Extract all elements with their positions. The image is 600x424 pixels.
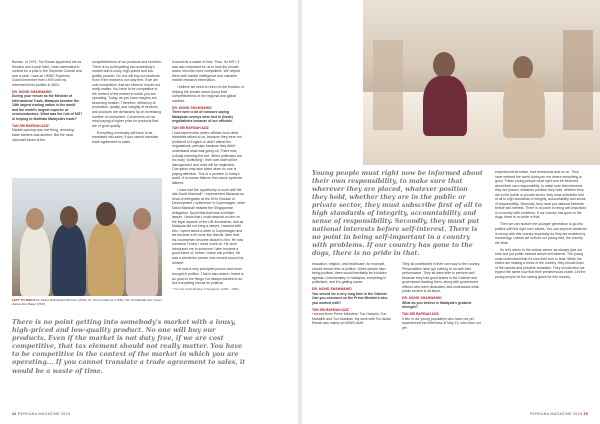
right-col3-paragraph-1: experienced terrorism, bad recessions and so on. They have entered the world during an era where everything is good. These young people must right now be informed about their own responsibility, to make sure that wherever they are placed, whatever position they hold, whether they are in the public or private sector, they must subscribe first of all to high standards of integrity, accountability and sense of responsibility. Secondly, they must put national interests before self-interest. There is no point in being self-important in a country with problems. If our country has gone to the dogs, there is no pride in that.: [495, 170, 586, 220]
caption-lead: LEFT TO RIGHT: [12, 298, 36, 302]
page-number: 34: [12, 412, 17, 416]
question-text: During your tenure as the Minister of International Trade, Malaysia became the 18th largest trading nation in the world and the world's largest exporter of semiconductors. What was the role of MITI in helping to facilitate Malaysia's trade?: [12, 94, 82, 121]
footer-right: [530, 412, 588, 416]
group-photo: [12, 178, 162, 296]
left-column-3: [172, 60, 245, 292]
footer-left: [12, 412, 70, 416]
right-col1-paragraph: education, religion, and healthcare, for example, should remain free of politics. When people start being political, there would inevitably be a hidden agenda. Unfortunately, in Malaysia, everything is politicised, and it is getting worse.: [312, 262, 387, 285]
interviewee-label: TAN SRI RAFIDAH AZIZ: [12, 123, 49, 128]
left-col2-paragraph-2: Everything eventually will have to be translated into sales. If you cannot translate trade agreement to sales,: [92, 130, 159, 144]
left-col1-paragraph: Bureau. In 1974, Tun Razak appointed me as Senator and a year later, I was nominated to contest for a post in the Supreme Council and won a seat. I was an UMNO Supreme Council member from 1975 until my retirement from politics in 2003.: [12, 60, 82, 87]
right-page: [300, 0, 600, 424]
interviewer-label: DR. MOHD SHAHWAHID: [12, 89, 52, 94]
left-column-1: [12, 60, 82, 144]
photo-caption: [12, 298, 162, 306]
footnote: * The first Chief Minister of Singapore (1955 – 1956): [172, 287, 239, 292]
question-text: There were a lot of rumours saying Malaysian envoys were lost in (trade) negotiations because of our officials.: [172, 110, 233, 124]
left-col3-paragraph-2: I believe we need to return to the function of helping the private sector boost their competitiveness in the regional and global markets.: [172, 85, 244, 103]
interviewee-label: TAN SRI RAFIDAH AZIZ: [402, 312, 439, 317]
right-column-1: [312, 262, 394, 328]
footer-magazine-name: PERDANA MAGAZINE 2018: [529, 412, 583, 416]
left-column-2: [92, 60, 162, 147]
spine-gutter: [297, 0, 303, 424]
right-column-2: [402, 262, 484, 333]
interviewer-label: DR. MOHD SHAHWAHID: [172, 105, 212, 110]
interviewee-label: TAN SRI RAFIDAH AZIZ: [172, 126, 209, 131]
left-col3-paragraph-5: He was a very principled person and never brought in politics. That is also where I learnt to do good in the things I've always wanted to do. Not everything should be political.: [172, 267, 244, 286]
right-col3-paragraph-2: Then we can nurture the younger generation to go into politics with the right core values. You can improve whatever is wrong with this country especially as they are enabled by technology. Unless we nurture our young well, the country will slide.: [495, 222, 587, 245]
left-col3-paragraph-4: I once had the opportunity to work with the late David Marshall*. I represented Malaysia as head of delegation at the UN's Decade of Development Conference in Copenhagen, while David Marshall headed the Singaporean delegation. David Marshall was a brilliant lawyer. I knew that I could depend on him on the legal aspects of the UN documents, and as Malaysia did not bring a lawyer, I worked with him. I spent about a week in Copenhagen and we became a bit more like friends. After that, his countrymen became distant to him. He was someone I knew I could count on. He once introduced me to someone I later became a good friend of, before I came into politics. He was a wonderful person who moved around by himself.: [172, 187, 245, 265]
answer-text: I served three Prime Ministers: Tun Hussein, Tun Mahathir and Tun Abdullah. My work with Tun Abdul Razak was mainly at UMNO-level.: [312, 312, 391, 326]
caption-text: Dr. Mohd Shahwahid Othman (UPM), Dr. Norma Mansor (UPM), Tan Sri Rafidah Aziz, Puan Zarina Abu Bakar (PSP): [12, 298, 162, 307]
interviewer-label: DR. MOHD SHAHWAHID: [312, 287, 352, 292]
answer-text: Market opening was one thing, removing trade barriers was another. But the most important factor is the: [12, 128, 74, 142]
event-photo: [363, 0, 600, 165]
question-text: You served for a very long time in the Cabinet. Can you comment on the Prime Ministers who you worked with?: [312, 291, 388, 305]
answer-text: It lies in our young population who have not yet experienced the bitterness of May 13, who have not yet: [402, 316, 481, 330]
right-col3-paragraph-3: So let's return to the culture where we always give our best and put public interest above self-interest. The young must understand that it's now their turn to lead. While the elders are making a mess of the country, they should learn of the causes and possible remedies. They should also not expect the same now that their predecessors made. Let the young people be the saving grace for this country.: [495, 247, 586, 279]
interviewee-label: TAN SRI RAFIDAH AZIZ: [312, 307, 349, 312]
right-col2-paragraph: They all contributed in their own way to the country. Personalities have got nothing to do with their performance. They all were able to perform well because they had good teams in the Cabinet and government backing them, along with government officers who were dedicated, and understood what public service is all about.: [402, 262, 481, 294]
question-text: What do you believe is Malaysia's greatest strength?: [402, 300, 472, 310]
left-col2-paragraph-1: competitiveness of our products and services. There is no point getting into somebody's market with a lousy, high-priced and low-quality product. No one will buy our products. Even if the market is not duty free, if we are cost competitive, that tax element should not really matter. You have to be competitive in the context of the market in which you are operating. Today, as you have margins are becoming smaller. Therefore, efficiency of production, quality, and integrity of services and products are demanded by an increasing number of consumers. Consumers do not mind paying a higher price for products that are of good quality.: [92, 60, 162, 128]
page-number: 35: [583, 412, 588, 416]
pull-quote-right: Young people must right now be informed about their own responsibility, to make sure that wherever they are placed, whatever position they hold, whether they are in the public or private sector, they must subscribe first of all to high standards of integrity, accountability and sense of responsibility. Secondly, they must put national interests before self-interest. There is no point in being self-important in a country with problems. If our country has gone to the dogs, there is no pride in that.: [312, 170, 483, 257]
pull-quote-left: There is no point getting into somebody's market with a lousy, high-priced and low-quality product. No one will buy our products. Even if the market is not duty free, if we are cost competitive, that tax element should not really matter. You have to be competitive in the context of the market in which you are operating... If you cannot translate a trade agreement to sales, it would be a waste of time.: [12, 318, 246, 375]
left-col3-paragraph-3: I had experiences where officials from other ministries talked to us, because they were not proficient in English or didn't attend the negotiations, perhaps because they didn't understand what was going on. There was nobody manning the fort. When politicians are too busy "politicking", their own staff will be disorganised, and work will be neglected. Corruption may take place when no one is paying attention. This is a problem in today's world. It is human failures that cause systemic failures.: [172, 130, 243, 185]
interviewer-label: DR. MOHD SHAHWAHID: [402, 296, 442, 301]
right-column-3: [495, 170, 587, 282]
left-col3-paragraph-1: it would be a waste of time. Thus, for MITI, it was also important for us to help the private sector become more competitive. We helped them with market intelligence and valuable market research information.: [172, 60, 240, 83]
footer-magazine-name: PERDANA MAGAZINE 2018: [17, 412, 71, 416]
